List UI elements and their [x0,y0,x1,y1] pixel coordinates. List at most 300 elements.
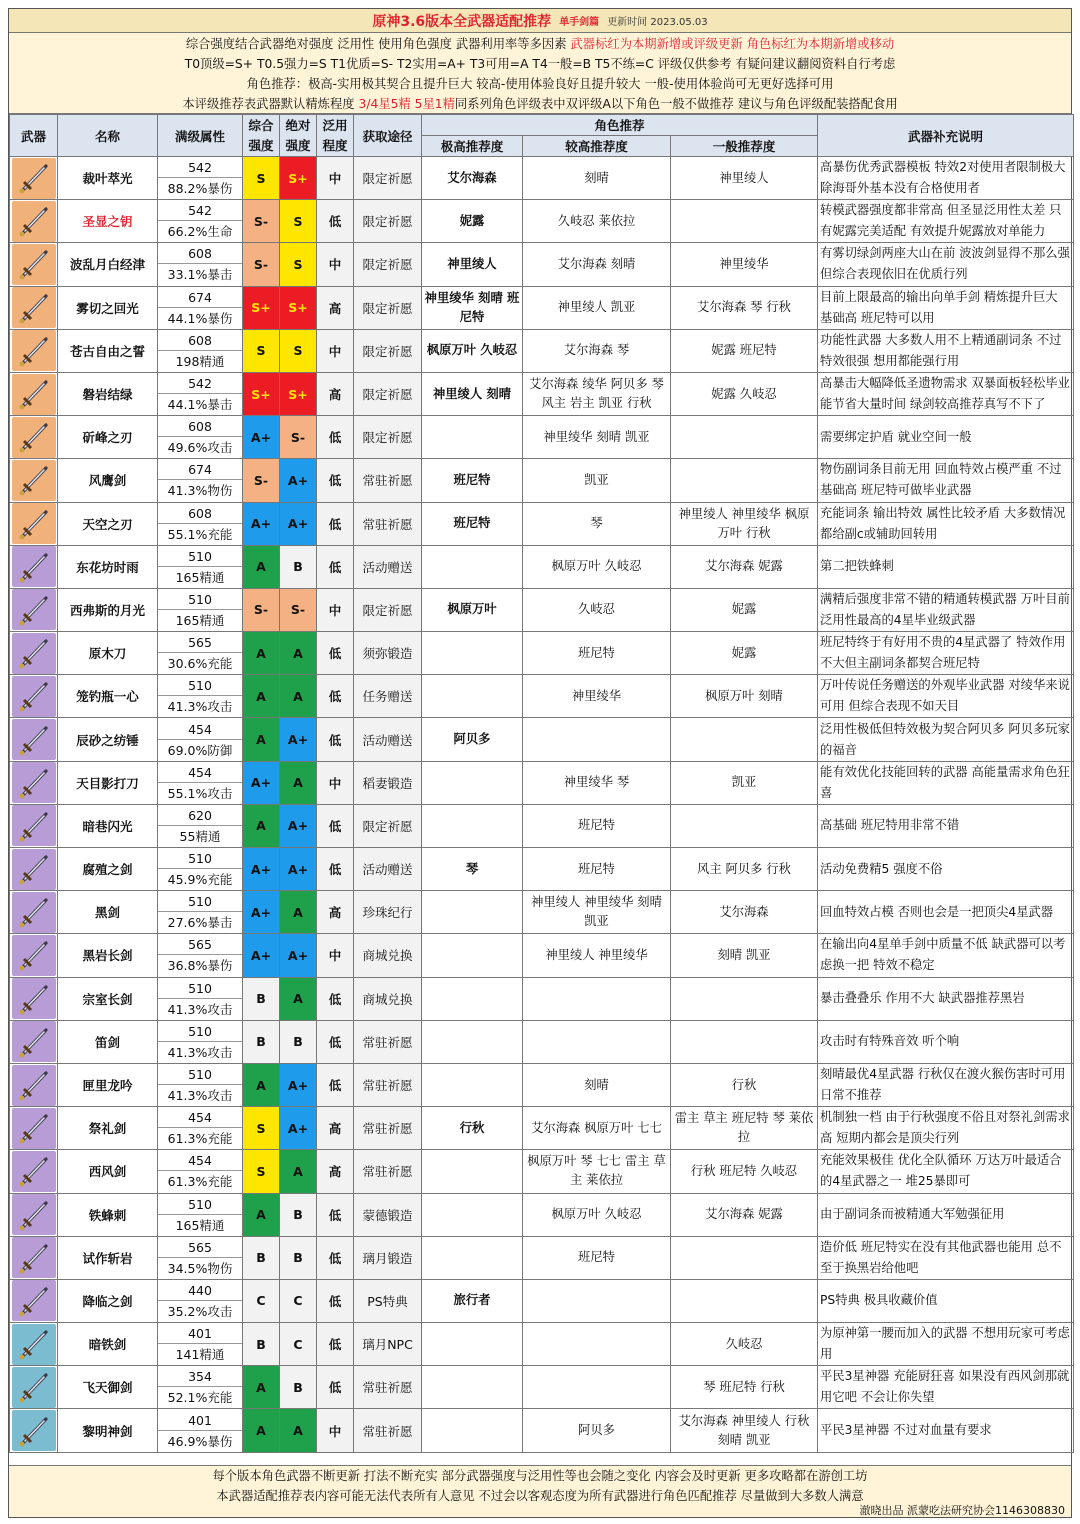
weapon-stats [158,157,243,200]
sub-stat: 41.3%物伤 [167,483,233,499]
rec-low: 风主 阿贝多 行秋 [671,848,818,891]
weapon-sword-icon [12,1021,56,1062]
grade-general: 低 [317,200,354,243]
sword-icon [15,1282,53,1320]
weapon-sword-icon [12,1108,56,1149]
table-row [10,848,1074,891]
rec-low: 枫原万叶 刻晴 [671,675,818,718]
weapon-source: 限定祈愿 [354,804,422,847]
weapon-icon-cell [10,934,58,977]
rec-high [422,891,523,934]
table-row [10,934,1074,977]
weapon-sword-icon [12,978,56,1019]
grade-absolute: B [280,1193,317,1236]
notes-section [9,33,1071,114]
sword-icon [15,418,53,456]
rec-low: 凯亚 [671,761,818,804]
header-stats: 满级属性 [158,115,243,157]
weapon-sword-icon [12,417,56,458]
rec-mid: 刻晴 [523,157,671,200]
grade-general: 高 [317,372,354,415]
sub-stat: 41.3%攻击 [167,1044,233,1060]
header-source: 获取途径 [354,115,422,157]
base-attack: 608 [158,243,242,264]
rec-mid: 班尼特 [523,1236,671,1279]
grade-general: 低 [317,1366,354,1409]
weapon-stats [158,329,243,372]
rec-high: 琴 [422,848,523,891]
rec-high [422,1063,523,1106]
rec-mid: 神里绫人 凯亚 [523,286,671,329]
weapon-remark: 物伤副词条目前无用 回血特效占模严重 不过基础高 班尼特可做毕业武器 [818,459,1074,502]
rec-mid: 神里绫华 [523,675,671,718]
rec-low [671,718,818,761]
grade-absolute: A+ [280,804,317,847]
weapon-stats [158,1193,243,1236]
weapon-sword-icon [12,374,56,415]
sword-icon [15,1023,53,1061]
base-attack: 510 [158,546,242,567]
grade-absolute: A [280,1150,317,1193]
rec-mid: 艾尔海森 绫华 阿贝多 琴 风主 岩主 凯亚 行秋 [523,372,671,415]
note-highlight: 3/4星5精 5星1精 [358,97,455,111]
header-absolute: 绝对 强度 [280,115,317,157]
weapon-sword-icon [12,1280,56,1321]
sub-stat: 30.6%充能 [167,656,233,672]
sub-stat: 66.2%生命 [167,224,233,240]
grade-general: 低 [317,416,354,459]
sub-stat: 165精通 [175,1217,225,1233]
grade-overall: A [243,545,280,588]
rec-mid: 凯亚 [523,459,671,502]
grade-general: 低 [317,848,354,891]
rec-low [671,459,818,502]
base-attack: 454 [158,762,242,783]
weapon-remark: 有雾切绿剑两座大山在前 波波剑显得不那么强 但综合表现依旧在优质行列 [818,243,1074,286]
rec-high: 班尼特 [422,459,523,502]
weapon-name: 黎明神剑 [58,1409,158,1452]
rec-mid: 枫原万叶 久岐忍 [523,545,671,588]
sub-stat: 45.9%充能 [167,872,233,888]
sword-icon [15,850,53,888]
rec-low: 久岐忍 [671,1323,818,1366]
grade-overall: S [243,157,280,200]
weapon-remark: 高暴击大幅降低圣遗物需求 双暴面板轻松毕业能节省大量时间 绿剑较高推荐真写不下了 [818,372,1074,415]
note-line: 综合强度结合武器绝对强度 泛用性 使用角色强度 武器利用率等多因素 武器标红为本期新增或评级更新 角色标红为本期新增或移动 [9,33,1071,53]
weapon-source: 限定祈愿 [354,416,422,459]
grade-general: 中 [317,934,354,977]
table-row [10,1107,1074,1150]
table-row [10,761,1074,804]
header-general: 泛用 程度 [317,115,354,157]
grade-absolute: A+ [280,1107,317,1150]
grade-general: 高 [317,1150,354,1193]
table-row [10,200,1074,243]
weapon-stats [158,200,243,243]
rec-low: 艾尔海森 妮露 [671,1193,818,1236]
grade-general: 中 [317,243,354,286]
sword-icon [15,548,53,586]
sub-stat: 44.1%暴伤 [167,310,233,326]
weapon-remark: 能有效优化技能回转的武器 高能量需求角色狂喜 [818,761,1074,804]
rec-mid: 神里绫华 刻晴 凯亚 [523,416,671,459]
grade-absolute: S [280,200,317,243]
base-attack: 542 [158,157,242,178]
weapon-stats [158,848,243,891]
weapon-icon-cell [10,1236,58,1279]
weapon-sword-icon [12,1237,56,1278]
rec-mid: 艾尔海森 刻晴 [523,243,671,286]
weapon-sword-icon [12,1410,56,1451]
rec-high [422,761,523,804]
base-attack: 454 [158,1150,242,1171]
sword-icon [15,1368,53,1406]
weapon-icon-cell [10,761,58,804]
weapon-stats [158,761,243,804]
rec-low: 行秋 班尼特 久岐忍 [671,1150,818,1193]
rec-high: 枫原万叶 [422,588,523,631]
grade-absolute: S- [280,588,317,631]
page-subtitle: 单手剑篇 [559,17,600,28]
sword-icon [15,505,53,543]
rec-high [422,1193,523,1236]
weapon-name: 西弗斯的月光 [58,588,158,631]
weapon-source: 活动赠送 [354,545,422,588]
table-row [10,1150,1074,1193]
grade-overall: A [243,632,280,675]
weapon-source: 常驻祈愿 [354,1063,422,1106]
sword-icon [15,677,53,715]
sword-icon [15,634,53,672]
grade-overall: B [243,1236,280,1279]
weapon-remark: 攻击时有特殊音效 听个响 [818,1020,1074,1063]
sub-stat: 46.9%暴伤 [167,1433,233,1449]
base-attack: 401 [158,1323,242,1344]
weapon-name: 铁蜂刺 [58,1193,158,1236]
header-rec-high: 极高推荐度 [422,136,523,157]
weapon-sword-icon [12,935,56,976]
table-row [10,286,1074,329]
base-attack: 510 [158,978,242,999]
weapon-source: 常驻祈愿 [354,1150,422,1193]
rec-low: 神里绫华 [671,243,818,286]
rec-high [422,632,523,675]
weapon-source: 常驻祈愿 [354,1366,422,1409]
weapon-sword-icon [12,460,56,501]
weapon-source: 限定祈愿 [354,588,422,631]
weapon-name: 辰砂之纺锤 [58,718,158,761]
header-role-rec: 角色推荐 [422,115,818,136]
grade-overall: A+ [243,416,280,459]
weapon-stats [158,502,243,545]
rec-high [422,545,523,588]
weapon-sword-icon [12,892,56,933]
rec-mid: 神里绫人 神里绫华 刻晴 凯亚 [523,891,671,934]
weapon-remark: 功能性武器 大多数人用不上精通副词条 不过特效很强 想用都能强行用 [818,329,1074,372]
grade-absolute: S [280,329,317,372]
weapon-source: 活动赠送 [354,848,422,891]
weapon-stats [158,1323,243,1366]
grade-overall: A [243,718,280,761]
footer-line: 本武器适配推荐表内容可能无法代表所有人意见 不过会以客观态度为所有武器进行角色匹配推荐 尽量做到大多数人满意 [216,1489,864,1503]
table-row [10,1193,1074,1236]
weapon-source: 限定祈愿 [354,200,422,243]
grade-general: 低 [317,718,354,761]
sub-stat: 141精通 [175,1347,225,1363]
weapon-remark: 转模武器强度都非常高 但圣显泛用性太差 只有妮露完美适配 有效提升妮露放对单能力 [818,200,1074,243]
grade-general: 低 [317,545,354,588]
weapon-sword-icon [12,762,56,803]
grade-absolute: A+ [280,718,317,761]
base-attack: 542 [158,200,242,221]
rec-mid: 神里绫华 琴 [523,761,671,804]
weapon-icon-cell [10,1409,58,1452]
sub-stat: 198精通 [175,353,225,369]
weapon-sword-icon [12,546,56,587]
base-attack: 608 [158,503,242,524]
footer [9,1465,1071,1517]
weapon-stats [158,1236,243,1279]
weapon-name: 匣里龙吟 [58,1063,158,1106]
rec-mid [523,718,671,761]
weapon-name: 圣显之钥 [58,200,158,243]
table-row [10,632,1074,675]
rec-mid [523,977,671,1020]
weapon-icon-cell [10,1279,58,1322]
weapon-name: 斫峰之刃 [58,416,158,459]
rec-mid: 枫原万叶 琴 七七 雷主 草主 莱依拉 [523,1150,671,1193]
table-row [10,1279,1074,1322]
grade-general: 中 [317,1409,354,1452]
grade-absolute: C [280,1323,317,1366]
rec-low: 琴 班尼特 行秋 [671,1366,818,1409]
grade-overall: A+ [243,502,280,545]
weapon-name: 磐岩结绿 [58,372,158,415]
footer-credit: 澈晓出品 派蒙吃法研究协会1146308830 [859,1504,1065,1517]
sword-icon [15,332,53,370]
weapon-sword-icon [12,1324,56,1365]
rec-high: 阿贝多 [422,718,523,761]
base-attack: 674 [158,287,242,308]
sword-icon [15,893,53,931]
weapon-remark: 由于副词条而被精通大军勉强征用 [818,1193,1074,1236]
rec-low [671,1236,818,1279]
weapon-icon-cell [10,632,58,675]
weapon-source: 限定祈愿 [354,157,422,200]
grade-overall: A [243,1063,280,1106]
rec-low: 妮露 [671,632,818,675]
weapon-name: 暗巷闪光 [58,804,158,847]
weapon-source: PS特典 [354,1279,422,1322]
rec-mid [523,1323,671,1366]
rec-low: 妮露 [671,588,818,631]
weapon-source: 蒙德锻造 [354,1193,422,1236]
base-attack: 510 [158,1194,242,1215]
rec-mid: 班尼特 [523,804,671,847]
grade-general: 高 [317,1107,354,1150]
weapon-source: 商城兑换 [354,934,422,977]
sword-icon [15,980,53,1018]
grade-overall: S [243,1150,280,1193]
grade-overall: S- [243,588,280,631]
weapon-name: 风鹰剑 [58,459,158,502]
weapon-icon-cell [10,1366,58,1409]
rec-mid: 神里绫人 神里绫华 [523,934,671,977]
sword-icon [15,1412,53,1450]
weapon-remark: 回血特效占模 否则也会是一把顶尖4星武器 [818,891,1074,934]
sword-icon [15,936,53,974]
weapon-icon-cell [10,804,58,847]
grade-absolute: S+ [280,372,317,415]
weapon-remark: 充能词条 输出特效 属性比较矛盾 大多数情况都给副c或辅助回转用 [818,502,1074,545]
rec-low: 行秋 [671,1063,818,1106]
update-date: 更新时间 2023.05.03 [607,17,708,28]
rec-low [671,1279,818,1322]
sub-stat: 55.1%攻击 [167,785,233,801]
grade-overall: S- [243,200,280,243]
weapon-remark: 刻晴最优4星武器 行秋仅在渡火猴伤害时可用 日常不推荐 [818,1063,1074,1106]
weapon-icon-cell [10,891,58,934]
base-attack: 510 [158,1021,242,1042]
weapon-icon-cell [10,977,58,1020]
weapon-sword-icon [12,1065,56,1106]
base-attack: 510 [158,848,242,869]
sub-stat: 165精通 [175,569,225,585]
weapon-sword-icon [12,158,56,199]
sub-stat: 33.1%暴击 [167,267,233,283]
sub-stat: 34.5%物伤 [167,1260,233,1276]
rec-high [422,804,523,847]
base-attack: 620 [158,805,242,826]
table-row [10,459,1074,502]
grade-overall: A [243,1193,280,1236]
rec-high [422,416,523,459]
weapon-sword-icon [12,805,56,846]
table-row [10,157,1074,200]
sub-stat: 88.2%暴伤 [167,181,233,197]
weapon-source: 璃月锻造 [354,1236,422,1279]
weapon-name: 西风剑 [58,1150,158,1193]
table-row [10,588,1074,631]
grade-absolute: A [280,1409,317,1452]
weapon-stats [158,804,243,847]
rec-high [422,1020,523,1063]
rec-high [422,934,523,977]
weapon-stats [158,632,243,675]
table-row [10,329,1074,372]
grade-absolute: A+ [280,934,317,977]
table-row [10,718,1074,761]
weapon-remark: PS特典 极具收藏价值 [818,1279,1074,1322]
grade-overall: A [243,675,280,718]
weapon-icon-cell [10,502,58,545]
rec-low [671,977,818,1020]
sub-stat: 52.1%充能 [167,1390,233,1406]
grade-general: 中 [317,329,354,372]
sword-icon [15,202,53,240]
grade-general: 低 [317,459,354,502]
weapon-source: 常驻祈愿 [354,1409,422,1452]
weapon-remark: 高基础 班尼特用非常不错 [818,804,1074,847]
rec-low: 妮露 久岐忍 [671,372,818,415]
weapon-rows [10,157,1074,1453]
table-row [10,1236,1074,1279]
base-attack: 510 [158,1064,242,1085]
sub-stat: 55精通 [179,828,221,844]
rec-low: 艾尔海森 神里绫人 行秋 刻晴 凯亚 [671,1409,818,1452]
table-row [10,372,1074,415]
rec-low [671,1020,818,1063]
sword-icon [15,721,53,759]
sub-stat: 69.0%防御 [167,742,233,758]
sub-stat: 44.1%暴击 [167,397,233,413]
weapon-source: 常驻祈愿 [354,1020,422,1063]
grade-absolute: A [280,977,317,1020]
grade-overall: B [243,977,280,1020]
weapon-remark: 暴击叠叠乐 作用不大 缺武器推荐黑岩 [818,977,1074,1020]
table-row [10,1063,1074,1106]
weapon-remark: 为原神第一腰而加入的武器 不想用玩家可考虑用 [818,1323,1074,1366]
grade-absolute: B [280,1020,317,1063]
table-row [10,1366,1074,1409]
weapon-remark: 万叶传说任务赠送的外观毕业武器 对绫华来说可用 但综合表现不如天目 [818,675,1074,718]
weapon-name: 笼钓瓶一心 [58,675,158,718]
grade-absolute: S+ [280,157,317,200]
title-bar [9,9,1071,33]
weapon-icon-cell [10,1323,58,1366]
rec-low [671,416,818,459]
base-attack: 608 [158,416,242,437]
weapon-icon-cell [10,588,58,631]
rec-mid: 久岐忍 [523,588,671,631]
weapon-source: 常驻祈愿 [354,502,422,545]
weapon-name: 原木刀 [58,632,158,675]
grade-absolute: A+ [280,848,317,891]
grade-absolute: A [280,675,317,718]
weapon-remark: 充能效果极佳 优化全队循环 万达万叶最适合的4星武器之一 堆25暴即可 [818,1150,1074,1193]
rec-mid: 琴 [523,502,671,545]
rec-mid: 刻晴 [523,1063,671,1106]
weapon-remark: 需要绑定护盾 就业空间一般 [818,416,1074,459]
weapon-sword-icon [12,589,56,630]
weapon-stats [158,243,243,286]
weapon-stats [158,1063,243,1106]
weapon-remark: 班尼特终于有好用不贵的4星武器了 特效作用不大但主副词条都契合班尼特 [818,632,1074,675]
page-title: 原神3.6版本全武器适配推荐 [372,13,552,30]
weapon-stats [158,1150,243,1193]
sword-icon [15,159,53,197]
note-line: 角色推荐：极高-实用极其契合且提升巨大 较高-使用体验良好且提升较大 一般-使用体验尚可无更好选择可用 [9,73,1071,93]
rec-high: 枫原万叶 久岐忍 [422,329,523,372]
rec-high [422,675,523,718]
rec-low: 雷主 草主 班尼特 琴 莱依拉 [671,1107,818,1150]
weapon-source: 商城兑换 [354,977,422,1020]
grade-absolute: A [280,761,317,804]
rec-mid: 久岐忍 莱依拉 [523,200,671,243]
weapon-stats [158,1020,243,1063]
rec-mid: 班尼特 [523,848,671,891]
weapon-sword-icon [12,849,56,890]
sub-stat: 35.2%攻击 [167,1303,233,1319]
rec-low: 妮露 班尼特 [671,329,818,372]
weapon-remark: 第二把铁蜂刺 [818,545,1074,588]
weapon-name: 笛剑 [58,1020,158,1063]
weapon-icon-cell [10,848,58,891]
grade-absolute: S+ [280,286,317,329]
grade-overall: A [243,1366,280,1409]
rec-high [422,977,523,1020]
weapon-source: 常驻祈愿 [354,459,422,502]
